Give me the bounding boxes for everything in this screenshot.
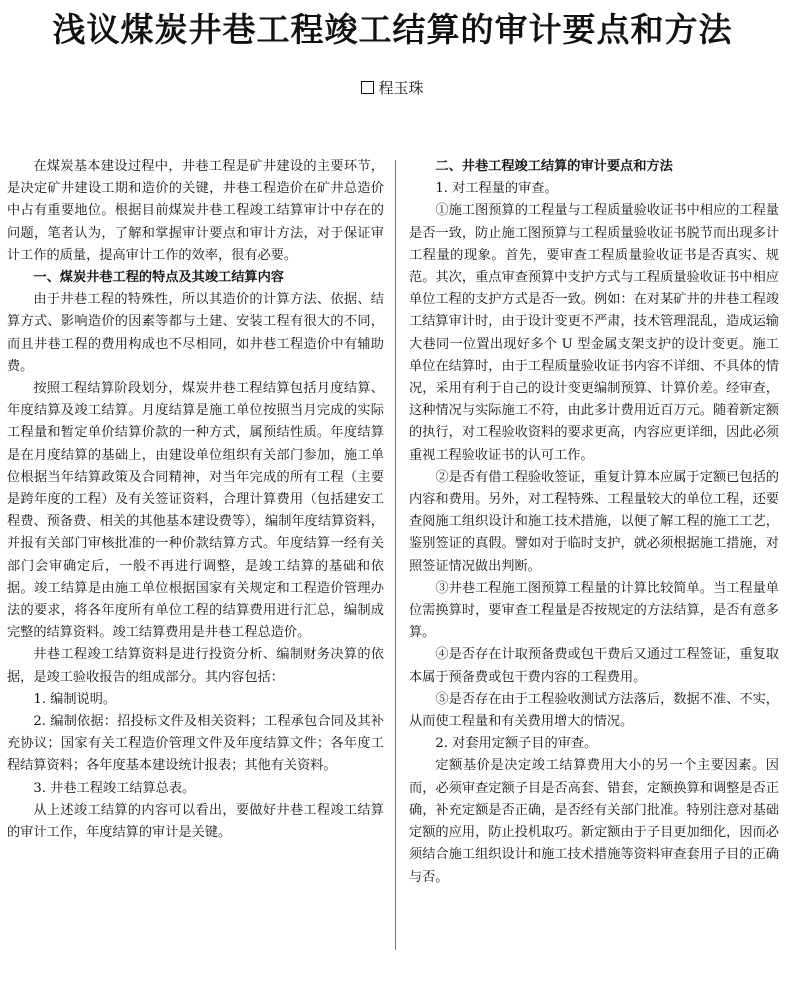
section-heading: 一、煤炭井巷工程的特点及其竣工结算内容: [33, 270, 284, 286]
paragraph: ③井巷工程施工图预算工程量的计算比较简单。当工程量单位需换算时，要审查工程量是否按规定的方法结算，是否有意多算。: [409, 580, 779, 641]
article-title: 浅议煤炭井巷工程竣工结算的审计要点和方法: [52, 10, 733, 49]
author-line: [0, 78, 785, 98]
paragraph: 按照工程结算阶段划分，煤炭井巷工程结算包括月度结算、年度结算及竣工结算。月度结算是施工单位按照当月完成的实际工程量和暂定单价结算价款的一种方式，属预结性质。年度结算是在月度结算的基础上，由建设单位组织有关部门参加，施工单位根据当年结算政策及合同精神，对当年完成的所有工程（主要是跨年度的工程）及有关签证资料，合理计算费用（包括建安工程费、预备费、相关的其他基本建设费等），编制年度结算资料，并报有关部门审核批准的一种价款结算方式。年度结算一经有关部门会审确定后，一般不再进行调整，是竣工结算的基础和依据。竣工结算是由施工单位根据国家有关规定和工程造价管理办法的要求，将各年度所有单位工程的结算费用进行汇总，编制成完整的结算资料。竣工结算费用是井巷工程总造价。: [7, 381, 384, 641]
paragraph: 1. 编制说明。: [33, 691, 117, 707]
paragraph: 井巷工程竣工结算资料是进行投资分析、编制财务决算的依据，是竣工验收报告的组成部分。其内容包括：: [7, 647, 384, 685]
author-box-icon: [361, 81, 374, 94]
paragraph: 3. 井巷工程竣工结算总表。: [33, 780, 196, 796]
paragraph: 在煤炭基本建设过程中，井巷工程是矿井建设的主要环节，是决定矿井建设工期和造价的关键，井巷工程造价在矿井总造价中占有重要地位。根据目前煤炭井巷工程竣工结算审计中存在的问题，笔者认为，了解和掌握审计要点和审计方法，对于保证审计工作的质量，提高审计工作的效率，很有必要。: [7, 159, 384, 263]
author-name: 程玉珠: [378, 79, 424, 97]
paragraph: ②是否有借工程验收签证，重复计算本应属于定额已包括的内容和费用。另外，对工程特殊、工程量较大的单位工程，还要查阅施工组织设计和施工技术措施，以便了解工程的施工工艺，鉴别签证的真假。譬如对于临时支护，就必须根据施工措施，对照签证情况做出判断。: [409, 469, 779, 574]
paragraph: 2. 编制依据：招投标文件及相关资料；工程承包合同及其补充协议；国家有关工程造价管理文件及年度结算文件；各年度工程结算资料；各年度基本建设统计报表；其他有关资料。: [7, 714, 384, 774]
paragraph: ①施工图预算的工程量与工程质量验收证书中相应的工程量是否一致，防止施工图预算与工程质量验收证书脱节而出现多计工程量的现象。首先，要审查工程质量验收证书是否真实、规范。其次，重点审查预算中支护方式与工程质量验收证书中相应单位工程的支护方式是否一致。例如：在对某矿井的井巷工程竣工结算审计时，由于设计变更不严肃，技术管理混乱，造成运输大巷同一位置出现好多个 U 型金属支架支护的设计变更。施工单位在结算时，由于工程质量验收证书内容不详细、不具体的情况，采用有利于自己的设计变更编制预算、计算价差。经审查，这种情况与实际施工不符，由此多计费用近百万元。随着新定额的执行，对工程验收资料的要求更高，内容应更详细，因此必须重视工程验收证书的认可工作。: [409, 203, 779, 463]
section-heading: 二、井巷工程竣工结算的审计要点和方法: [435, 159, 673, 174]
left-column: [7, 156, 384, 844]
right-column: [409, 156, 779, 889]
paragraph: 由于井巷工程的特殊性，所以其造价的计算方法、依据、结算方式、影响造价的因素等都与土建、安装工程有很大的不同，而且井巷工程的费用构成也不尽相同，如井巷工程造价中有辅助费。: [7, 292, 384, 374]
paragraph: ⑤是否存在由于工程验收测试方法落后，数据不准、不实，从而使工程量和有关费用增大的情况。: [409, 691, 779, 730]
subsection-heading: 2. 对套用定额子目的审查。: [435, 736, 598, 752]
paragraph: 定额基价是决定竣工结算费用大小的另一个主要因素。因而，必须审查定额子目是否高套、错套，定额换算和调整是否正确，补充定额是否正确，是否经有关部门批准。特别注意对基础定额的应用，防止投机取巧。新定额由于子目更加细化，因而必须结合施工组织设计和施工技术措施等资料审查套用子目的正确与否。: [409, 758, 779, 885]
subsection-heading: 1. 对工程量的审查。: [435, 181, 558, 197]
paragraph: ④是否存在计取预备费或包干费后又通过工程签证，重复取本属于预备费或包干费内容的工程费用。: [409, 647, 779, 685]
paragraph: 从上述竣工结算的内容可以看出，要做好井巷工程竣工结算的审计工作，年度结算的审计是关键。: [7, 802, 384, 841]
column-divider: [395, 160, 396, 950]
